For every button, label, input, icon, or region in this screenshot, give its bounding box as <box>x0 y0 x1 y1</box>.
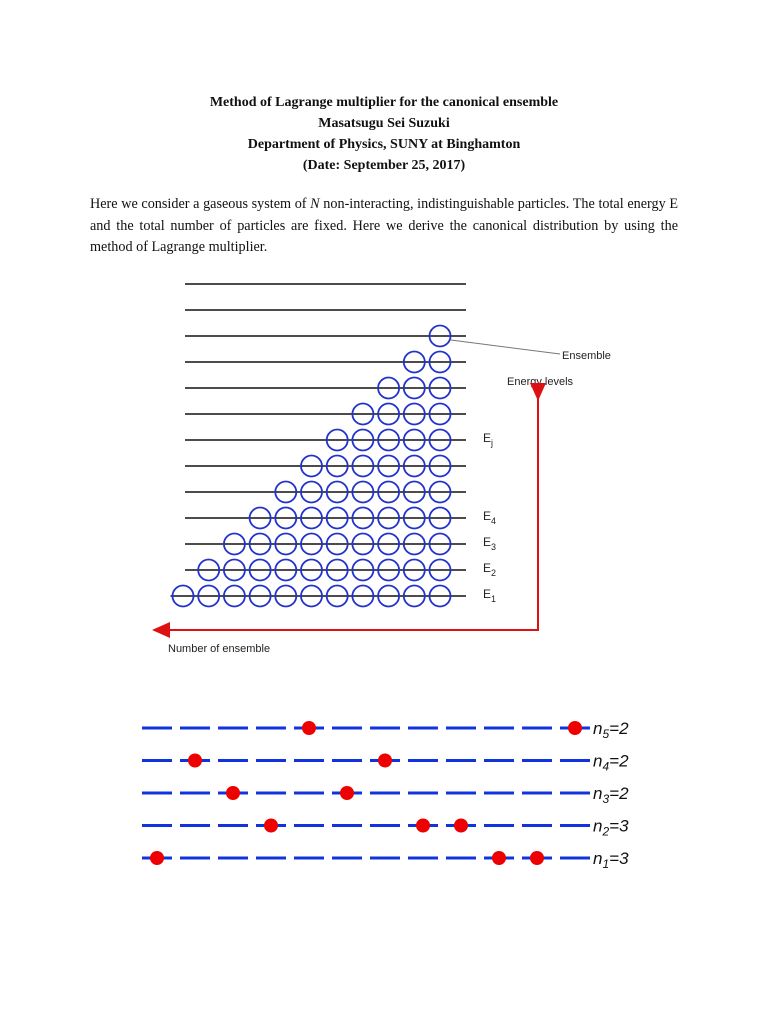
paper-author: Masatsugu Sei Suzuki <box>318 116 450 131</box>
occupation-numbers-diagram <box>0 700 768 870</box>
intro-paragraph <box>90 194 678 259</box>
level-labels <box>483 431 496 604</box>
particle-dot <box>454 819 468 833</box>
energy-levels-diagram <box>0 268 768 668</box>
red-axis-arrows <box>160 393 538 630</box>
particle-dot <box>416 819 430 833</box>
energy-level-label: $E_1$ <box>483 587 497 604</box>
number-of-ensemble-label: Number of ensemble <box>168 643 271 655</box>
occupation-label: $n_5=2$ <box>593 719 629 741</box>
particle-dot <box>492 851 506 865</box>
intro-n-symbol: N <box>310 196 320 212</box>
occupation-row <box>142 719 629 741</box>
ensemble-pointer-line <box>451 340 560 354</box>
particle-dot <box>188 754 202 768</box>
paper-date: (Date: September 25, 2017) <box>302 158 466 173</box>
intro-text-1: Here we consider a gaseous system of <box>90 196 311 212</box>
occupation-row <box>142 752 629 774</box>
energy-level-label: $E_2$ <box>483 561 497 578</box>
energy-level-label: $E_4$ <box>483 509 497 526</box>
occupation-row <box>142 784 629 806</box>
occupation-row <box>142 849 629 870</box>
energy-level-label: $E_j$ <box>483 431 494 448</box>
energy-level-label: $E_3$ <box>483 535 497 552</box>
particle-dot <box>340 786 354 800</box>
occupation-label: $n_1=3$ <box>593 849 629 870</box>
occupation-label: $n_4=2$ <box>593 751 629 774</box>
occupation-label: $n_2=3$ <box>593 816 629 839</box>
particle-dot <box>150 851 164 865</box>
energy-level-lines <box>171 284 467 596</box>
occupation-rows <box>142 719 629 870</box>
intro-text-2: non-interacting, indistinguishable particles. The total energy E and the total number of particles are fixed. Here we derive the canonical distribution by using the method of Lagrange multiplier. <box>90 196 678 255</box>
particle-dot <box>264 819 278 833</box>
particle-dot <box>568 721 582 735</box>
energy-levels-label: Energy levels <box>507 376 574 388</box>
occupation-row <box>142 817 629 839</box>
particle-dot <box>226 786 240 800</box>
particle-dot <box>378 754 392 768</box>
particle-dot <box>530 851 544 865</box>
paper-header <box>0 92 768 176</box>
particle-dot <box>302 721 316 735</box>
occupation-label: $n_3=2$ <box>593 784 629 806</box>
paper-affiliation: Department of Physics, SUNY at Binghamton <box>247 137 521 152</box>
paper-title: Method of Lagrange multiplier for the canonical ensemble <box>209 95 559 110</box>
ensemble-label: Ensemble <box>562 350 611 362</box>
